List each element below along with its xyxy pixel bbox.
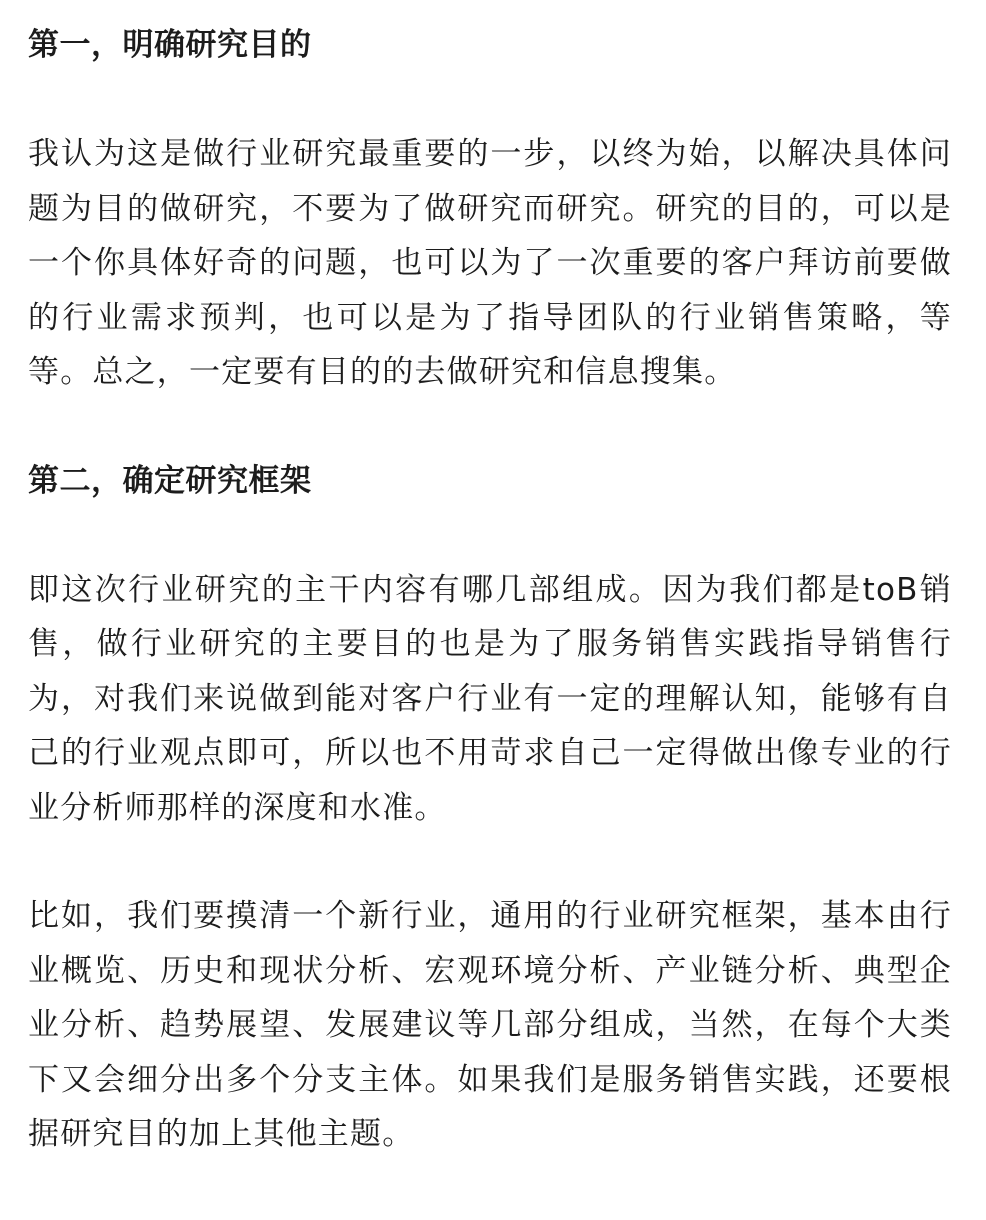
article-body	[28, 18, 952, 1162]
spacer	[28, 508, 952, 563]
spacer	[28, 72, 952, 127]
paragraph-3: 比如，我们要摸清一个新行业，通用的行业研究框架，基本由行业概览、历史和现状分析、宏观环境分析、产业链分析、典型企业分析、趋势展望、发展建议等几部分组成，当然，在每个大类下又会细分出多个分支主体。如果我们是服务销售实践，还要根据研究目的加上其他主题。	[28, 898, 952, 1152]
section-heading-2: 第二，确定研究框架	[28, 462, 312, 499]
paragraph-1: 我认为这是做行业研究最重要的一步，以终为始，以解决具体问题为目的做研究，不要为了做研究而研究。研究的目的，可以是一个你具体好奇的问题，也可以为了一次重要的客户拜访前要做的行业需求预判，也可以是为了指导团队的行业销售策略，等等。总之，一定要有目的的去做研究和信息搜集。	[28, 136, 952, 390]
spacer	[28, 835, 952, 889]
paragraph-2: 即这次行业研究的主干内容有哪几部组成。因为我们都是toB销售，做行业研究的主要目的也是为了服务销售实践指导销售行为，对我们来说做到能对客户行业有一定的理解认知，能够有自己的行业观点即可，所以也不用苛求自己一定得做出像专业的行业分析师那样的深度和水准。	[28, 571, 952, 826]
section-heading-1: 第一，明确研究目的	[28, 27, 312, 63]
spacer	[28, 400, 952, 454]
